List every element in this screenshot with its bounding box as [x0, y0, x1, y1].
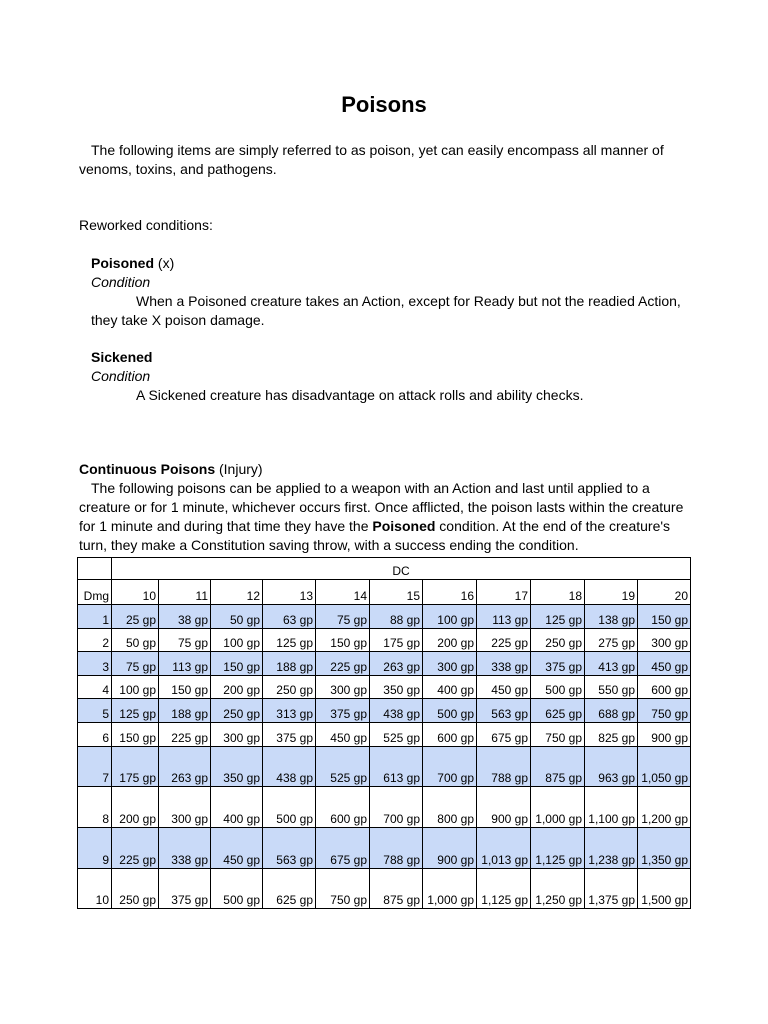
table-price-cell: 113 gp: [159, 652, 211, 676]
table-dc-column-header: 20: [638, 580, 691, 605]
table-price-cell: 175 gp: [370, 629, 423, 652]
table-dc-header: DC: [112, 558, 691, 580]
table-price-cell: 700 gp: [423, 747, 477, 787]
table-price-cell: 100 gp: [211, 629, 263, 652]
poison-price-table: [77, 557, 691, 909]
table-dmg-cell: 5: [78, 699, 112, 723]
table-price-cell: 75 gp: [112, 652, 159, 676]
table-price-cell: 350 gp: [370, 676, 423, 699]
table-price-cell: 125 gp: [531, 605, 585, 629]
table-corner-label: Dmg: [78, 580, 112, 605]
table-price-cell: 675 gp: [477, 723, 531, 747]
table-price-cell: 900 gp: [638, 723, 691, 747]
table-price-cell: 338 gp: [159, 828, 211, 869]
table-price-cell: 63 gp: [263, 605, 316, 629]
table-price-cell: 250 gp: [211, 699, 263, 723]
table-price-cell: 525 gp: [370, 723, 423, 747]
condition-sickened: [91, 348, 691, 405]
table-price-cell: 1,350 gp: [638, 828, 691, 869]
table-price-cell: 300 gp: [423, 652, 477, 676]
table-price-cell: 25 gp: [112, 605, 159, 629]
table-price-cell: 1,000 gp: [531, 787, 585, 828]
table-price-cell: 375 gp: [263, 723, 316, 747]
table-price-cell: 450 gp: [477, 676, 531, 699]
table-price-cell: 613 gp: [370, 747, 423, 787]
table-price-cell: 750 gp: [531, 723, 585, 747]
table-dc-column-header: 14: [316, 580, 370, 605]
table-price-cell: 100 gp: [423, 605, 477, 629]
table-price-cell: 75 gp: [159, 629, 211, 652]
table-row: [78, 787, 691, 828]
table-price-cell: 1,238 gp: [585, 828, 638, 869]
table-price-cell: 175 gp: [112, 747, 159, 787]
table-price-cell: 275 gp: [585, 629, 638, 652]
table-row: [78, 747, 691, 787]
table-price-cell: 250 gp: [263, 676, 316, 699]
condition-sickened-name: Sickened: [91, 349, 153, 365]
table-dc-column-header: 17: [477, 580, 531, 605]
continuous-poisons-heading-suffix: (Injury): [215, 461, 263, 477]
continuous-text-bold: Poisoned: [372, 518, 436, 534]
table-price-cell: 750 gp: [638, 699, 691, 723]
continuous-poisons-heading: [79, 460, 691, 479]
table-dc-column-header: 19: [585, 580, 638, 605]
table-price-cell: 1,000 gp: [423, 869, 477, 909]
table-price-cell: 300 gp: [159, 787, 211, 828]
table-price-cell: 675 gp: [316, 828, 370, 869]
table-price-cell: 450 gp: [638, 652, 691, 676]
table-price-cell: 750 gp: [316, 869, 370, 909]
table-price-cell: 150 gp: [316, 629, 370, 652]
table-price-cell: 1,200 gp: [638, 787, 691, 828]
table-price-cell: 225 gp: [159, 723, 211, 747]
table-price-cell: 438 gp: [263, 747, 316, 787]
table-price-cell: 100 gp: [112, 676, 159, 699]
table-price-cell: 188 gp: [263, 652, 316, 676]
condition-sickened-description: A Sickened creature has disadvantage on attack rolls and ability checks.: [136, 387, 584, 403]
table-dmg-cell: 6: [78, 723, 112, 747]
table-price-cell: 200 gp: [423, 629, 477, 652]
table-price-cell: 375 gp: [531, 652, 585, 676]
table-price-cell: 600 gp: [638, 676, 691, 699]
table-dmg-cell: 1: [78, 605, 112, 629]
reworked-conditions-label: Reworked conditions:: [79, 217, 213, 233]
condition-poisoned-name: Poisoned: [91, 255, 155, 271]
table-price-cell: 1,125 gp: [531, 828, 585, 869]
table-price-cell: 150 gp: [638, 605, 691, 629]
table-row: [78, 676, 691, 699]
table-price-cell: 113 gp: [477, 605, 531, 629]
table-price-cell: 900 gp: [477, 787, 531, 828]
table-price-cell: 313 gp: [263, 699, 316, 723]
table-price-cell: 300 gp: [211, 723, 263, 747]
table-price-cell: 563 gp: [263, 828, 316, 869]
table-dc-column-header: 11: [159, 580, 211, 605]
table-price-cell: 500 gp: [211, 869, 263, 909]
table-price-cell: 1,100 gp: [585, 787, 638, 828]
condition-poisoned-description: When a Poisoned creature takes an Action, except for Ready but not the readied Action, they take X poison damage.: [91, 293, 681, 328]
table-dc-column-header: 18: [531, 580, 585, 605]
table-price-cell: 300 gp: [316, 676, 370, 699]
table-price-cell: 375 gp: [316, 699, 370, 723]
table-price-cell: 150 gp: [211, 652, 263, 676]
intro-paragraph: The following items are simply referred to as poison, yet can easily encompass all manner of venoms, toxins, and pathogens.: [79, 142, 664, 177]
table-price-cell: 338 gp: [477, 652, 531, 676]
table-row: [78, 652, 691, 676]
table-price-cell: 900 gp: [423, 828, 477, 869]
table-price-cell: 150 gp: [112, 723, 159, 747]
table-row: [78, 699, 691, 723]
table-price-cell: 800 gp: [423, 787, 477, 828]
table-price-cell: 188 gp: [159, 699, 211, 723]
table-dmg-cell: 2: [78, 629, 112, 652]
condition-sickened-type: Condition: [91, 368, 151, 384]
table-price-cell: 400 gp: [423, 676, 477, 699]
condition-poisoned-title: [91, 254, 691, 273]
table-price-cell: 50 gp: [211, 605, 263, 629]
table-price-cell: 1,050 gp: [638, 747, 691, 787]
table-price-cell: 88 gp: [370, 605, 423, 629]
table-price-cell: 200 gp: [112, 787, 159, 828]
table-price-cell: 563 gp: [477, 699, 531, 723]
table-price-cell: 450 gp: [211, 828, 263, 869]
table-price-cell: 250 gp: [531, 629, 585, 652]
table-price-cell: 350 gp: [211, 747, 263, 787]
table-price-cell: 300 gp: [638, 629, 691, 652]
page-title: Poisons: [341, 92, 427, 117]
table-price-cell: 625 gp: [531, 699, 585, 723]
table-dc-column-header: 12: [211, 580, 263, 605]
table-price-cell: 225 gp: [316, 652, 370, 676]
table-dc-column-header: 13: [263, 580, 316, 605]
table-price-cell: 600 gp: [316, 787, 370, 828]
continuous-poisons-heading-bold: Continuous Poisons: [79, 461, 216, 477]
table-price-cell: 125 gp: [112, 699, 159, 723]
table-body: [78, 558, 691, 909]
table-price-cell: 413 gp: [585, 652, 638, 676]
table-price-cell: 375 gp: [159, 869, 211, 909]
table-price-cell: 75 gp: [316, 605, 370, 629]
table-price-cell: 225 gp: [477, 629, 531, 652]
table-price-cell: 525 gp: [316, 747, 370, 787]
table-dmg-cell: 3: [78, 652, 112, 676]
continuous-poisons-text: [79, 479, 691, 555]
table-dmg-cell: 4: [78, 676, 112, 699]
condition-poisoned-type: Condition: [91, 274, 151, 290]
continuous-poisons-section: [79, 460, 691, 555]
table-price-cell: 688 gp: [585, 699, 638, 723]
table-price-cell: 450 gp: [316, 723, 370, 747]
table-price-cell: 500 gp: [263, 787, 316, 828]
table-dmg-cell: 7: [78, 747, 112, 787]
continuous-text-after: condition. At the end of the creature's turn, they make a Constitution saving throw, with a success ending the condition.: [79, 518, 671, 553]
table-price-cell: 438 gp: [370, 699, 423, 723]
table-price-cell: 1,375 gp: [585, 869, 638, 909]
table-price-cell: 788 gp: [370, 828, 423, 869]
table-price-cell: 600 gp: [423, 723, 477, 747]
table-row: [78, 605, 691, 629]
table-price-cell: 700 gp: [370, 787, 423, 828]
table-price-cell: 1,250 gp: [531, 869, 585, 909]
table-price-cell: 963 gp: [585, 747, 638, 787]
table-price-cell: 50 gp: [112, 629, 159, 652]
table-dmg-cell: 8: [78, 787, 112, 828]
table-dc-column-header: 15: [370, 580, 423, 605]
table-price-cell: 875 gp: [370, 869, 423, 909]
condition-poisoned-suffix: (x): [154, 255, 175, 271]
table-price-cell: 38 gp: [159, 605, 211, 629]
table-price-cell: 263 gp: [159, 747, 211, 787]
continuous-text-before: The following poisons can be applied to a weapon with an Action and last until applied to a creature or for 1 minute, whichever occurs first. Once afflicted, the poison lasts within the creature for 1 minute and during that time they have the: [79, 480, 684, 534]
table-group-header-row: [78, 558, 691, 580]
table-price-cell: 550 gp: [585, 676, 638, 699]
table-row: [78, 723, 691, 747]
table-price-cell: 138 gp: [585, 605, 638, 629]
table-row: [78, 869, 691, 909]
table-row: [78, 828, 691, 869]
table-price-cell: 788 gp: [477, 747, 531, 787]
table-price-cell: 875 gp: [531, 747, 585, 787]
table-price-cell: 125 gp: [263, 629, 316, 652]
table-price-cell: 500 gp: [531, 676, 585, 699]
table-price-cell: 1,500 gp: [638, 869, 691, 909]
table-header-spacer: [78, 558, 112, 580]
table-dmg-cell: 10: [78, 869, 112, 909]
table-dc-column-header: 16: [423, 580, 477, 605]
table-price-cell: 250 gp: [112, 869, 159, 909]
table-row: [78, 629, 691, 652]
table-price-cell: 825 gp: [585, 723, 638, 747]
table-price-cell: 625 gp: [263, 869, 316, 909]
table-price-cell: 200 gp: [211, 676, 263, 699]
table-price-cell: 1,013 gp: [477, 828, 531, 869]
table-price-cell: 150 gp: [159, 676, 211, 699]
table-column-header-row: [78, 580, 691, 605]
table-price-cell: 500 gp: [423, 699, 477, 723]
table-dc-column-header: 10: [112, 580, 159, 605]
table-price-cell: 400 gp: [211, 787, 263, 828]
condition-poisoned: [91, 254, 691, 330]
table-price-cell: 263 gp: [370, 652, 423, 676]
table-price-cell: 225 gp: [112, 828, 159, 869]
table-price-cell: 1,125 gp: [477, 869, 531, 909]
table-dmg-cell: 9: [78, 828, 112, 869]
